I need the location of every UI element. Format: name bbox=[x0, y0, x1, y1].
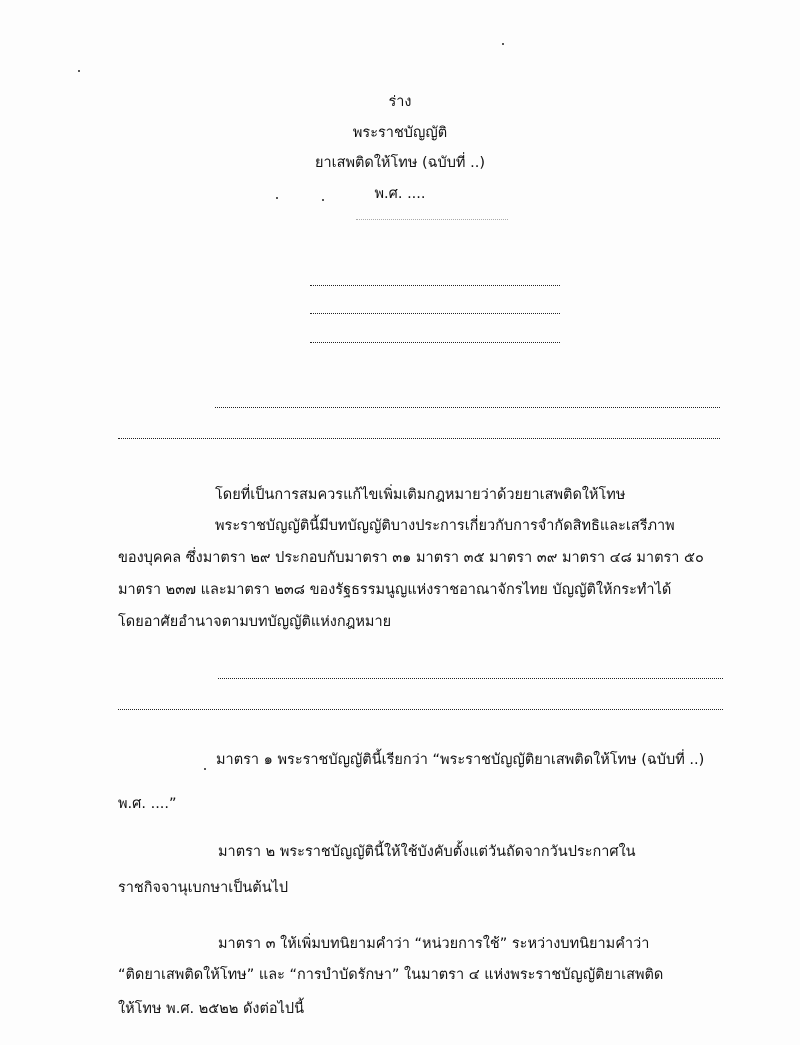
section-1-line: พ.ศ. ....” bbox=[118, 796, 177, 812]
scan-speck bbox=[204, 768, 206, 770]
section-3-line: “ติดยาเสพติดให้โทษ” และ “การบำบัดรักษา” ในมาตรา ๔ แห่งพระราชบัญญัติยาเสพติด bbox=[118, 967, 664, 983]
draft-label: ร่าง bbox=[388, 94, 412, 110]
preamble-line: ของบุคคล ซึ่งมาตรา ๒๙ ประกอบกับมาตรา ๓๑ มาตรา ๓๕ มาตรา ๓๙ มาตรา ๔๘ มาตรา ๕๐ bbox=[118, 550, 704, 566]
act-label: พระราชบัญญัติ bbox=[352, 125, 448, 141]
section-2-line: ราชกิจจานุเบกษาเป็นต้นไป bbox=[118, 880, 289, 896]
preamble-line: มาตรา ๒๓๗ และมาตรา ๒๓๘ ของรัฐธรรมนูญแห่งราชอาณาจักรไทย บัญญัติให้กระทำได้ bbox=[118, 582, 672, 598]
preamble-line: โดยที่เป็นการสมควรแก้ไขเพิ่มเติมกฎหมายว่าด้วยยาเสพติดให้โทษ bbox=[215, 487, 626, 503]
section-3-line: มาตรา ๓ ให้เพิ่มบทนิยามคำว่า “หน่วยการใช้” ระหว่างบทนิยามคำว่า bbox=[218, 936, 650, 952]
section-2-line: มาตรา ๒ พระราชบัญญัตินี้ให้ใช้บังคับตั้งแต่วันถัดจากวันประกาศใน bbox=[218, 844, 636, 860]
preamble-line: พระราชบัญญัตินี้มีบทบัญญัติบางประการเกี่ยวกับการจำกัดสิทธิและเสรีภาพ bbox=[215, 518, 675, 534]
placeholder-line bbox=[310, 313, 560, 314]
scan-speck bbox=[502, 43, 504, 45]
act-year: พ.ศ. .... bbox=[374, 186, 426, 202]
header-divider bbox=[356, 219, 508, 220]
placeholder-line bbox=[310, 285, 560, 286]
placeholder-line bbox=[218, 678, 723, 679]
placeholder-line bbox=[118, 709, 723, 710]
preamble-line: โดยอาศัยอำนาจตามบทบัญญัติแห่งกฎหมาย bbox=[118, 614, 392, 630]
section-1-line: มาตรา ๑ พระราชบัญญัตินี้เรียกว่า “พระราชบัญญัติยาเสพติดให้โทษ (ฉบับที่ ..) bbox=[216, 752, 705, 768]
act-title: ยาเสพติดให้โทษ (ฉบับที่ ..) bbox=[315, 155, 485, 171]
placeholder-line bbox=[118, 438, 720, 439]
scan-speck bbox=[78, 70, 80, 72]
section-3-line: ให้โทษ พ.ศ. ๒๕๒๒ ดังต่อไปนี้ bbox=[118, 1001, 305, 1017]
placeholder-line bbox=[215, 407, 720, 408]
placeholder-line bbox=[310, 342, 560, 343]
